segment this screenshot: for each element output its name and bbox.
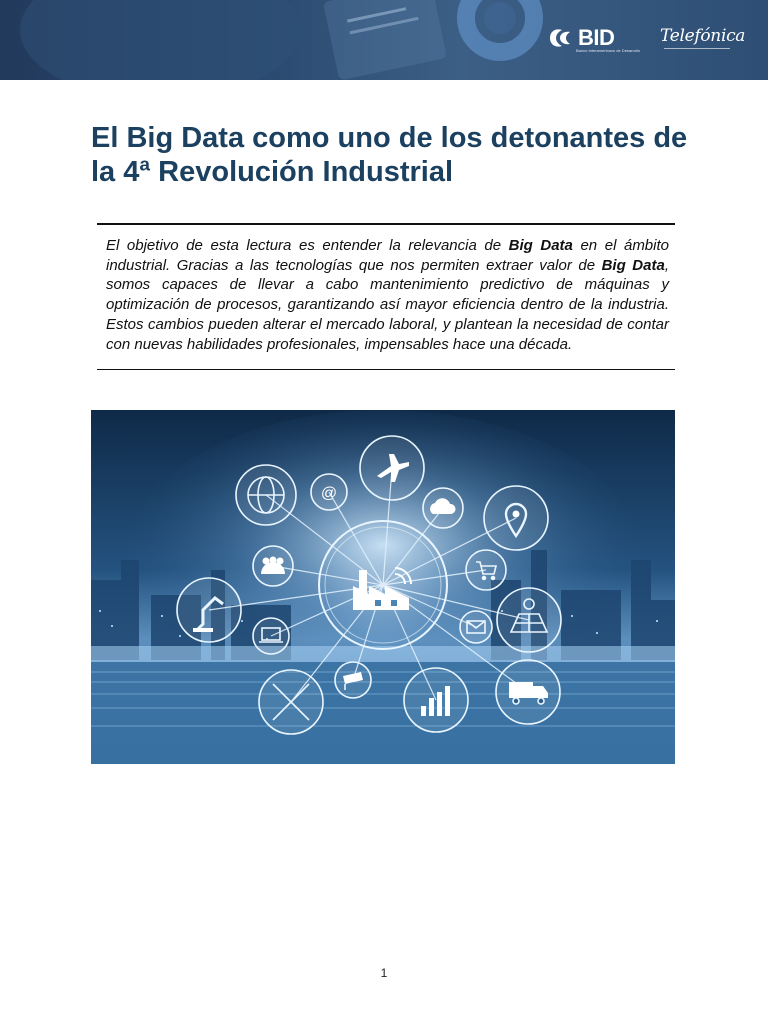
telefonica-logo-underline [664,48,730,49]
water-reflection [91,662,675,764]
abstract-text-2: en el ámbito industrial. Gracias a las tecnologías que nos permiten extraer valor de [106,237,669,274]
globe-icon [236,465,296,525]
abstract-text-1: El objetivo de esta lectura es entender la relevancia de [106,237,509,254]
page-title: El Big Data como uno de los detonantes de la 4ª Revolución Industrial [91,122,688,188]
abstract-keyword-2: Big Data [601,256,665,274]
header-decoration [0,0,768,80]
cctv-camera-icon [335,662,371,698]
bar-chart-icon [404,668,468,732]
airplane-icon [360,436,424,500]
abstract-bottom-rule [97,369,675,370]
abstract-paragraph [106,236,669,354]
svg-text:@: @ [320,485,338,502]
abstract-text-3: , somos capaces de llevar a cabo mantenimiento predictivo de máquinas y optimización de procesos, garantizando así mayor eficiencia dentro de la industria. Estos cambios pueden alterar el mercado laboral, y plantean la necesidad de contar con nuevas habilidades profesionales, impensables hace una década. [106,256,669,353]
bid-logo-icon [546,26,576,50]
central-hub [319,521,447,649]
solar-panel-icon [497,588,561,652]
abstract-top-rule [97,223,675,225]
robot-arm-icon [177,578,241,642]
page-number: 1 [380,966,388,980]
bid-logo-text: BID [578,25,615,50]
truck-icon [496,660,560,724]
bid-logo-subtext: Banco Interamericano de Desarrollo [576,48,641,53]
abstract-keyword-1: Big Data [508,237,573,254]
at-sign-icon [311,474,347,510]
shopping-cart-icon [466,550,506,590]
telefonica-logo: Telefónica [660,26,746,46]
satellite-dish-icon [259,670,323,734]
bid-logo [546,25,641,53]
industry-iot-illustration [91,410,675,764]
email-icon [460,611,492,643]
laptop-icon [253,618,289,654]
header-banner [0,0,768,80]
cloud-icon [423,488,463,528]
location-pin-icon [484,486,548,550]
people-icon [253,546,293,586]
